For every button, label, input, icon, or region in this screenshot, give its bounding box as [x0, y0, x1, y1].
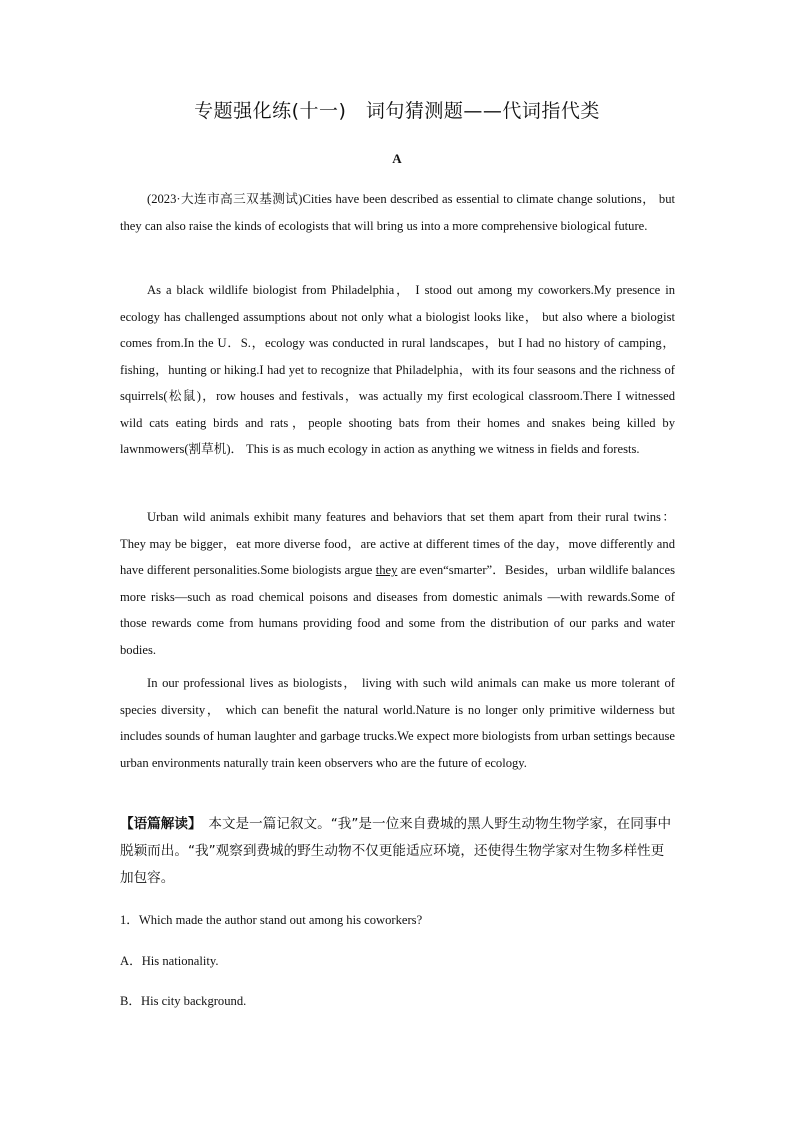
paragraph-2-text-before: Urban wild animals exhibit many features and behaviors that set them apart from their rural twins：They may be bigger，eat more diverse food，are active at different times of the day，move differently and have different personalities.Some biologists argue: [120, 510, 675, 577]
passage-intro-paragraph: (2023·大连市高三双基测试)Cities have been described as essential to climate change solutions， but they can also raise the kinds of ecologists that will bring us into a more comprehensive biological future.: [120, 192, 675, 233]
passage-paragraph-2: [120, 504, 675, 663]
analysis-text: 本文是一篇记叙文。“我”是一位来自费城的黑人野生动物生物学家，在同事中脱颖而出。“我”观察到费城的野生动物不仅更能适应环境，还使得生物学家对生物多样性更加包容。: [120, 816, 672, 886]
question-stem: 1．Which made the author stand out among his coworkers?: [120, 913, 423, 927]
option-b: B．His city background.: [120, 994, 247, 1008]
underlined-pronoun: they: [375, 563, 398, 577]
page-title: 专题强化练(十一) 词句猜测题——代词指代类: [194, 100, 600, 122]
passage-paragraph-3: In our professional lives as biologists， living with such wild animals can make us more tolerant of species diversity， which can benefit the natural world.Nature is no longer only primitive wilderness but includes sounds of human laughter and garbage trucks.We expect more biologists from urban settings because urban environments naturally train keen observers who are the future of ecology.: [120, 676, 675, 770]
analysis-tag: 【语篇解读】: [120, 816, 195, 832]
option-a: A．His nationality.: [120, 954, 219, 968]
section-label: A: [392, 151, 402, 166]
passage-paragraph-1: As a black wildlife biologist from Philadelphia， I stood out among my coworkers.My presence in ecology has challenged assumptions about not only what a biologist looks like， but also where a biologist comes from.In the U．S.，ecology was conducted in rural landscapes，but I had no history of camping，fishing，hunting or hiking.I had yet to recognize that Philadelphia，with its four seasons and the richness of squirrels(松鼠)，row houses and festivals，was actually my first ecological classroom.There I witnessed wild cats eating birds and rats，people shooting bats from their homes and snakes being killed by lawnmowers(割草机)． This is as much ecology in action as anything we witness in fields and forests.: [120, 283, 675, 456]
paragraph-2-text-after: are even“smarter”．Besides，urban wildlife balances more risks—such as road chemical poisons and diseases from domestic animals —with rewards.Some of those rewards come from humans providing food and some from the distribution of our parks and water bodies.: [120, 563, 675, 657]
passage-analysis: [120, 811, 676, 892]
